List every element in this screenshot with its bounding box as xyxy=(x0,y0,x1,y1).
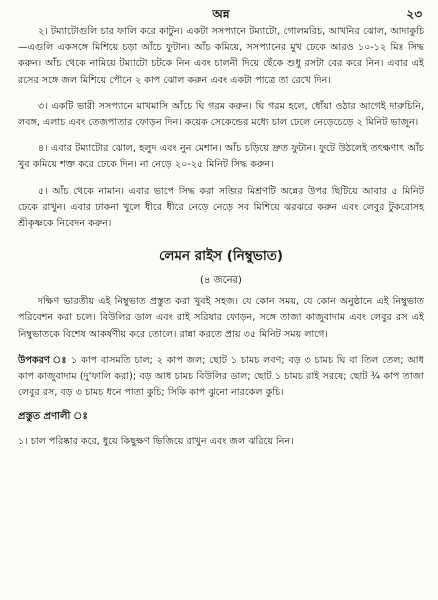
running-title: অন্ন xyxy=(212,7,230,21)
method-heading: প্রস্তুত প্রণালী ঃ xyxy=(18,411,88,423)
step-5: ৫। আঁচ থেকে নামান। এবার ভাপে সিদ্ধ করা সব্জির মিশ্রণটি অন্নের উপর ছিটিয়ে আবার ৫ মিনিট ঢেকে রাখুন। এবার ঢাকনা খুলে ধীরে ধীরে নেড়ে নেড়ে সব মিশিয়ে ঝরঝরে করুন এবং লেবুর টুকরোসহ শ্রীকৃষ্ণকে নিবেদন করুন। xyxy=(18,185,424,230)
ingredients-paragraph xyxy=(18,353,424,402)
recipe-title: লেমন রাইস (নিম্বুভাত) xyxy=(158,248,284,265)
step-3: ৩। একটি ভারী সসপ্যানে মাখমাসি আঁচে ঘি গরম করুন। ঘি গরম হলে, ধোঁয়া ওঠার আগেই দারুচিনি, লবঙ্গ, এলাচ এবং তেজপাতার ফোড়ন দিন। কয়েক সেকেন্ডের মধ্যে চাল ঢেলে নেড়েচেড়ে ২ মিনিট ভাজুন। xyxy=(18,100,424,129)
page-number: ২৩ xyxy=(406,7,422,21)
ingredients-label: উপকরণ ঃ xyxy=(18,354,68,366)
method-step-1: ১। চাল পরিষ্কার করে, ধুয়ে কিছুক্ষণ ভিজিয়ে রাখুন এবং জল ঝরিয়ে নিন। xyxy=(18,436,294,448)
page-header xyxy=(18,4,424,24)
ingredients-list: ১ কাপ বাসমতি চাল; ২ কাপ জল; ছোট ১ চামচ লবণ; বড় ৩ চামচ ঘি বা তিল তেল; আধ কাপ কাজুবাদাম (দু'ফালি করা); বড় আধ চামচ বিউলির ডাল; ছোট ১ চামচ রাই সরষে; ছোট ¾ কাপ তাজা লেবুর রস, বড় ৩ চামচ ধনে পাতা কুচি; সিকি কাপ ঝুনো নারকেল কুচি। xyxy=(18,354,424,399)
step-2: ২। টম্যাটোগুলি চার ফালি করে কাটুন। একটা সসপ্যানে টম্যাটো, গোলমরিচ, আখনির ঝোল, আদাকুচি —এগুলি একসঙ্গে মিশিয়ে চড়া আঁচে ফুটান। আঁচ কমিয়ে, সসপ্যানের মুখ ঢেকে আরও ১০-১২ মিঃ সিদ্ধ করুন। আঁচ থেকে নামিয়ে টম্যাটো চটকে নিন এবং চালনী দিয়ে ছেঁকে শুধু রসটা বের করে নিন। এবার এই রসের সঙ্গে জল মিশিয়ে পৌনে ২ কাপ ঝোল করুন এবং একটা পাত্রে তা রেখে দিন। xyxy=(18,26,424,86)
recipe-intro: দক্ষিণ ভারতীয় এই নিম্বুভাত প্রস্তুত করা খুবই সহজ। যে কোন সময়, যে কোন অনুষ্ঠানে এই নিম্বুভাত পরিবেশন করা চলে। বিউলির ডাল এবং রাই সরিষার ফোড়ন, সঙ্গে তাজা কাজুবাদাম এবং লেবুর রস এই নিম্বুভাতকে বিশেষ আকর্ষণীয় করে তোলে। রান্না করতে প্রায় ৩৫ মিনিট সময় লাগে। xyxy=(18,296,424,340)
servings: (৪ জনের) xyxy=(200,275,242,287)
step-4: ৪। এবার টম্যাটোর ঝোল, হলুদ এবং নুন মেশান। আঁচ চড়িয়ে দ্রুত ফুটান। ফুটে উঠলেই তৎক্ষণাৎ আঁচ খুব কমিয়ে শক্ত করে ঢেকে দিন। না নেড়ে ২০-২৫ মিনিট সিদ্ধ করুন। xyxy=(18,143,424,171)
